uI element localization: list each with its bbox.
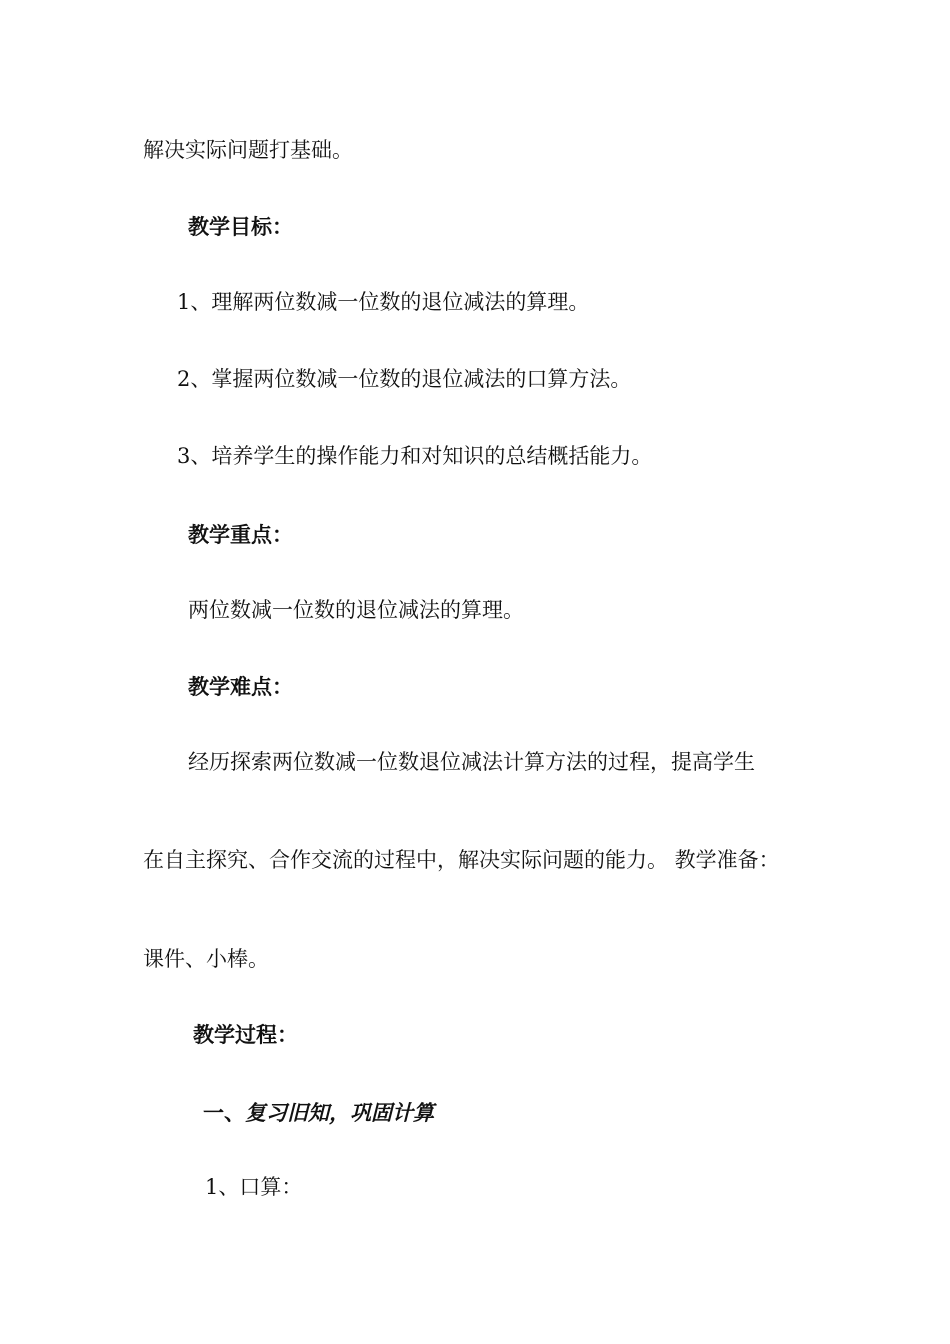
item-1-oral-calc: 1、口算： <box>205 1175 303 1199</box>
section-1-prefix: 一、 <box>203 1101 245 1125</box>
paragraph-continuation: 解决实际问题打基础。 <box>143 138 353 162</box>
objective-item-1: 1、理解两位数减一位数的退位减法的算理。 <box>177 290 590 314</box>
section-1-heading <box>203 1099 434 1127</box>
section-1-title: 复习旧知，巩固计算 <box>245 1101 434 1125</box>
preparation-text: 课件、小棒。 <box>143 947 269 971</box>
objective-item-3: 3、培养学生的操作能力和对知识的总结概括能力。 <box>177 444 653 468</box>
key-point-text: 两位数减一位数的退位减法的算理。 <box>188 598 524 622</box>
objectives-heading: 教学目标： <box>188 215 293 239</box>
difficulty-text-line-1: 经历探索两位数减一位数退位减法计算方法的过程，提高学生 <box>188 750 755 774</box>
process-heading: 教学过程： <box>193 1023 298 1047</box>
difficulty-text-line-2: 在自主探究、合作交流的过程中，解决实际问题的能力。 教学准备： <box>143 848 780 872</box>
key-point-heading: 教学重点： <box>188 523 293 547</box>
difficulty-heading: 教学难点： <box>188 675 293 699</box>
objective-item-2: 2、掌握两位数减一位数的退位减法的口算方法。 <box>177 367 632 391</box>
